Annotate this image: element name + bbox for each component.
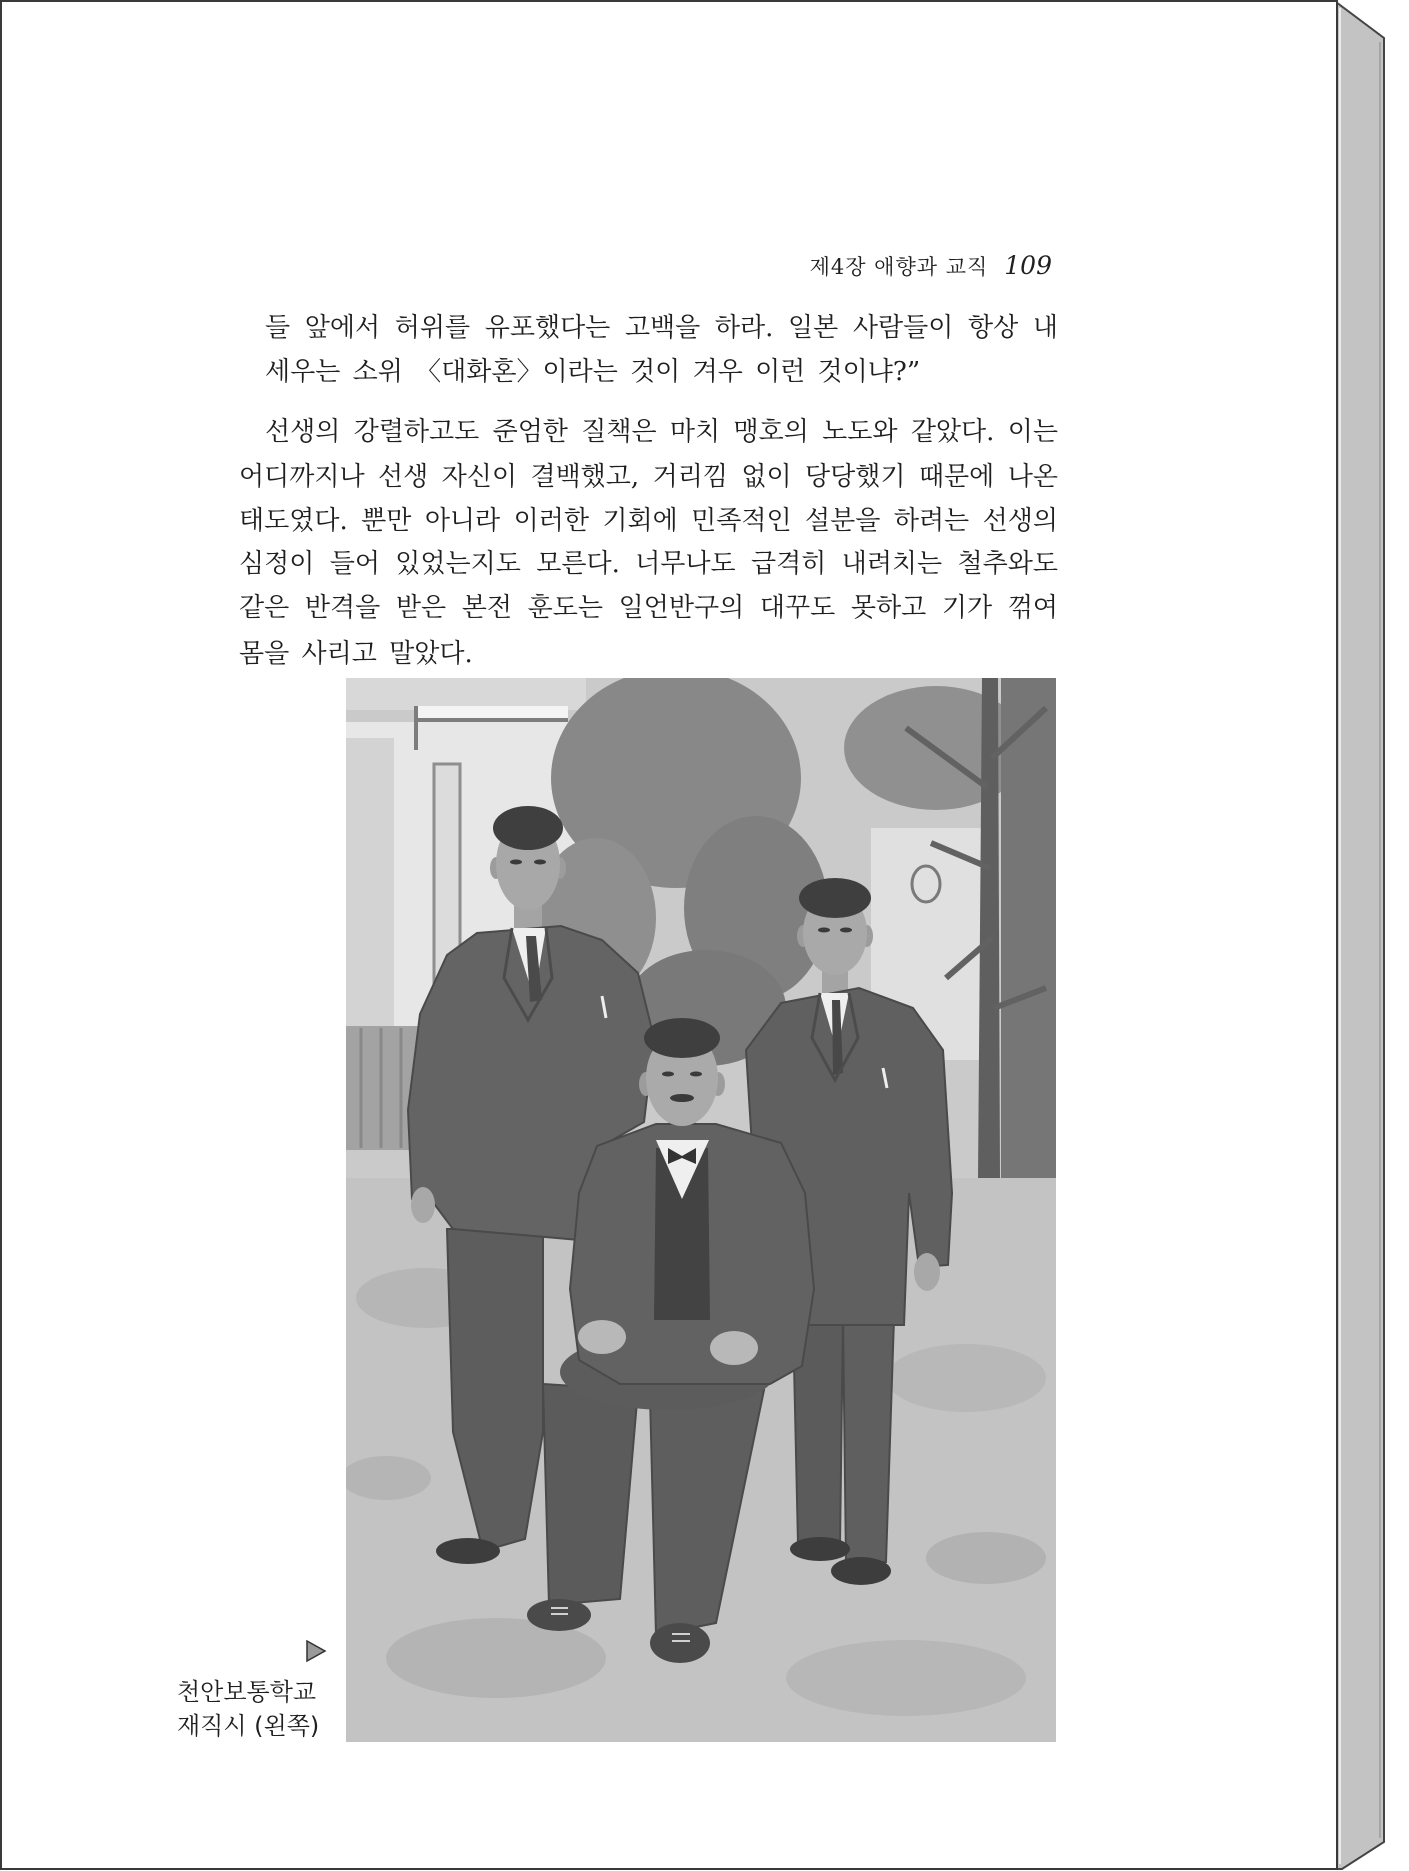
word: 일본 [788,313,839,343]
word: 고백을 [624,313,701,343]
running-header [702,249,1052,283]
word: 없이 [741,462,792,492]
word: 반격을 [304,593,381,623]
grass-patch [386,1618,606,1698]
shoe [436,1538,500,1564]
hand [710,1331,758,1365]
eye [818,928,830,933]
word: 들 [265,313,291,343]
body-line: 몸을 사리고 말았다. [239,639,473,669]
word: 있었는지도 [395,549,521,579]
shoe [790,1537,850,1561]
eye [510,860,522,865]
word: 항상 [968,313,1019,343]
word: 마치 [669,417,721,447]
word: 결백했고, [530,462,640,492]
eye [534,860,546,865]
triangle-right-icon [305,1639,327,1663]
word: 선생 [378,462,429,492]
eye [662,1072,674,1077]
word: 같았다. [910,417,995,447]
hand [578,1320,626,1354]
building-roof-area [346,678,586,710]
word: 태도였다. [239,506,348,536]
body-line [239,455,1058,499]
word: 유포했다는 [484,313,611,343]
hand [914,1253,940,1291]
trouser-leg [843,1318,894,1562]
word: 훈도는 [527,593,603,623]
hair [799,878,871,918]
hair [644,1018,720,1058]
word: 뿐만 [361,506,412,536]
far-right-trees [1001,678,1056,1198]
word: 내려치는 [841,549,943,579]
building-eave [416,706,568,718]
word: 심정이 [239,549,315,579]
word: 강렬하고도 [353,417,480,447]
word: 선생의 [265,417,341,447]
word: 하려는 [893,506,970,536]
figure-caption-line: 천안보통학교 [177,1678,317,1706]
photograph [346,678,1056,1742]
hair [493,806,563,850]
shoe [650,1623,710,1663]
word: 어디까지나 [239,462,365,492]
word: 선생의 [982,506,1058,536]
word: 준엄한 [492,417,568,447]
word: 허위를 [394,313,471,343]
word: 자신이 [441,462,518,492]
word: 이는 [1007,417,1058,447]
eye [690,1072,702,1077]
body-line [239,499,1058,543]
word: 때문에 [918,462,995,492]
triangle-right-shape [307,1641,325,1661]
word: 들어 [329,549,380,579]
word: 노도와 [822,417,898,447]
word: 기가 [941,593,993,623]
body-line [265,410,1058,454]
word: 철추와도 [957,549,1058,579]
word: 기회에 [602,506,678,536]
book-page-edge [1336,0,1409,1871]
word: 내 [1032,313,1058,343]
word: 대꾸도 [759,593,836,623]
building-wall-shadow [346,738,394,1028]
word: 모른다. [536,549,620,579]
quote-line: 세우는 소위 〈대화혼〉이라는 것이 겨우 이런 것이냐?” [265,357,921,387]
word: 하라. [714,313,774,343]
word: 꺾여 [1007,593,1058,623]
word: 너무나도 [635,549,736,579]
word: 거리낌 [652,462,728,492]
chapter-title: 제4장 애향과 교직 [809,255,989,279]
figure-caption-line: 재직시 (왼쪽) [177,1712,320,1740]
word: 이러한 [513,506,589,536]
grass-patch [786,1640,1026,1716]
word: 받은 [395,593,447,623]
word: 사람들이 [852,313,954,343]
body-line [239,542,1058,586]
grass-patch [886,1344,1046,1412]
word: 같은 [239,593,290,623]
word: 본전 [461,593,512,623]
grass-patch [926,1532,1046,1584]
shoe [831,1557,891,1585]
word: 앞에서 [304,313,381,343]
word: 맹호의 [733,417,809,447]
mustache [670,1094,694,1102]
body-line [239,586,1058,630]
word: 질책은 [581,417,657,447]
word: 못하고 [850,593,927,623]
word: 설분을 [805,506,881,536]
quote-line [265,306,1058,350]
hand [411,1187,435,1223]
page-number: 109 [1004,251,1052,280]
word: 나온 [1007,462,1058,492]
book-edge-side [1336,2,1384,1869]
word: 일언반구의 [618,593,745,623]
word: 민족적인 [691,506,792,536]
word: 급격히 [751,549,827,579]
word: 당당했기 [805,462,906,492]
word: 아니라 [424,506,501,536]
eye [840,928,852,933]
